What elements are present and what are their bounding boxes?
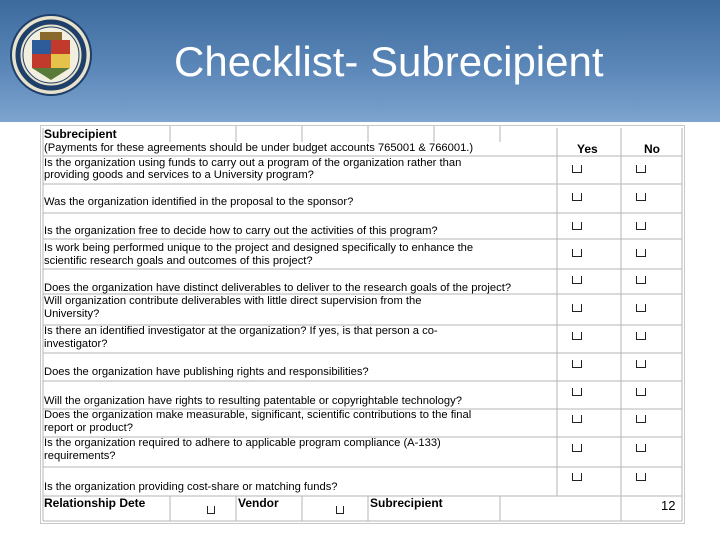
no-checkbox[interactable] <box>636 276 646 284</box>
question-text: Is the organization required to adhere to applicable program compliance (A-133) <box>44 437 441 449</box>
yes-checkbox[interactable] <box>572 332 582 340</box>
column-header-no: No <box>644 142 660 156</box>
no-checkbox[interactable] <box>636 193 646 201</box>
yes-checkbox[interactable] <box>572 360 582 368</box>
question-text: Does the organization make measurable, significant, scientific contributions to the final <box>44 409 472 421</box>
subrecipient-label: Subrecipient <box>370 496 443 510</box>
checkbox-icon[interactable] <box>207 506 215 514</box>
no-checkbox[interactable] <box>636 304 646 312</box>
yes-checkbox[interactable] <box>572 222 582 230</box>
yes-checkbox[interactable] <box>572 415 582 423</box>
column-header-yes: Yes <box>577 142 598 156</box>
no-checkbox[interactable] <box>636 332 646 340</box>
question-text: Is the organization providing cost-share or matching funds? <box>44 481 338 493</box>
question-text: providing goods and services to a University program? <box>44 169 314 181</box>
question-text: Was the organization identified in the proposal to the sponsor? <box>44 196 354 208</box>
yes-checkbox[interactable] <box>572 388 582 396</box>
yes-checkbox[interactable] <box>572 473 582 481</box>
checkbox-icon[interactable] <box>336 506 344 514</box>
no-checkbox[interactable] <box>636 415 646 423</box>
question-text: University? <box>44 308 100 320</box>
vendor-label: Vendor <box>238 496 279 510</box>
no-checkbox[interactable] <box>636 249 646 257</box>
yes-checkbox[interactable] <box>572 193 582 201</box>
yes-checkbox[interactable] <box>572 276 582 284</box>
question-text: Does the organization have distinct deliverables to deliver to the research goals of the project? <box>44 282 512 294</box>
no-checkbox[interactable] <box>636 444 646 452</box>
relationship-determination-label: Relationship Dete <box>44 496 146 510</box>
no-checkbox[interactable] <box>636 165 646 173</box>
table-heading: Subrecipient <box>44 127 117 141</box>
yes-checkbox[interactable] <box>572 165 582 173</box>
question-text: Is the organization free to decide how to carry out the activities of this program? <box>44 225 438 237</box>
question-text: requirements? <box>44 450 116 462</box>
question-text: scientific research goals and outcomes of this project? <box>44 255 313 267</box>
yes-checkbox[interactable] <box>572 304 582 312</box>
question-text: report or product? <box>44 422 133 434</box>
yes-checkbox[interactable] <box>572 249 582 257</box>
question-text: Will organization contribute deliverables with little direct supervision from the <box>44 295 422 307</box>
question-text: Is there an identified investigator at the organization? If yes, is that person a co- <box>44 325 438 337</box>
no-checkbox[interactable] <box>636 388 646 396</box>
question-text: Is the organization using funds to carry out a program of the organization rather than <box>44 157 462 169</box>
university-seal-icon <box>10 14 92 96</box>
no-checkbox[interactable] <box>636 360 646 368</box>
slide-title: Checklist- Subrecipient <box>174 38 604 85</box>
title-banner <box>0 0 720 122</box>
no-checkbox[interactable] <box>636 222 646 230</box>
question-text: Is work being performed unique to the project and designed specifically to enhance the <box>44 242 474 254</box>
question-text: Will the organization have rights to resulting patentable or copyrightable technology? <box>44 395 462 407</box>
question-text: investigator? <box>44 338 108 350</box>
subrecipient-checklist-table <box>40 125 685 524</box>
no-checkbox[interactable] <box>636 473 646 481</box>
slide-page-number: 12 <box>661 498 676 513</box>
yes-checkbox[interactable] <box>572 444 582 452</box>
table-subheading: (Payments for these agreements should be under budget accounts 765001 & 766001.) <box>44 142 474 154</box>
question-text: Does the organization have publishing rights and responsibilities? <box>44 366 369 378</box>
